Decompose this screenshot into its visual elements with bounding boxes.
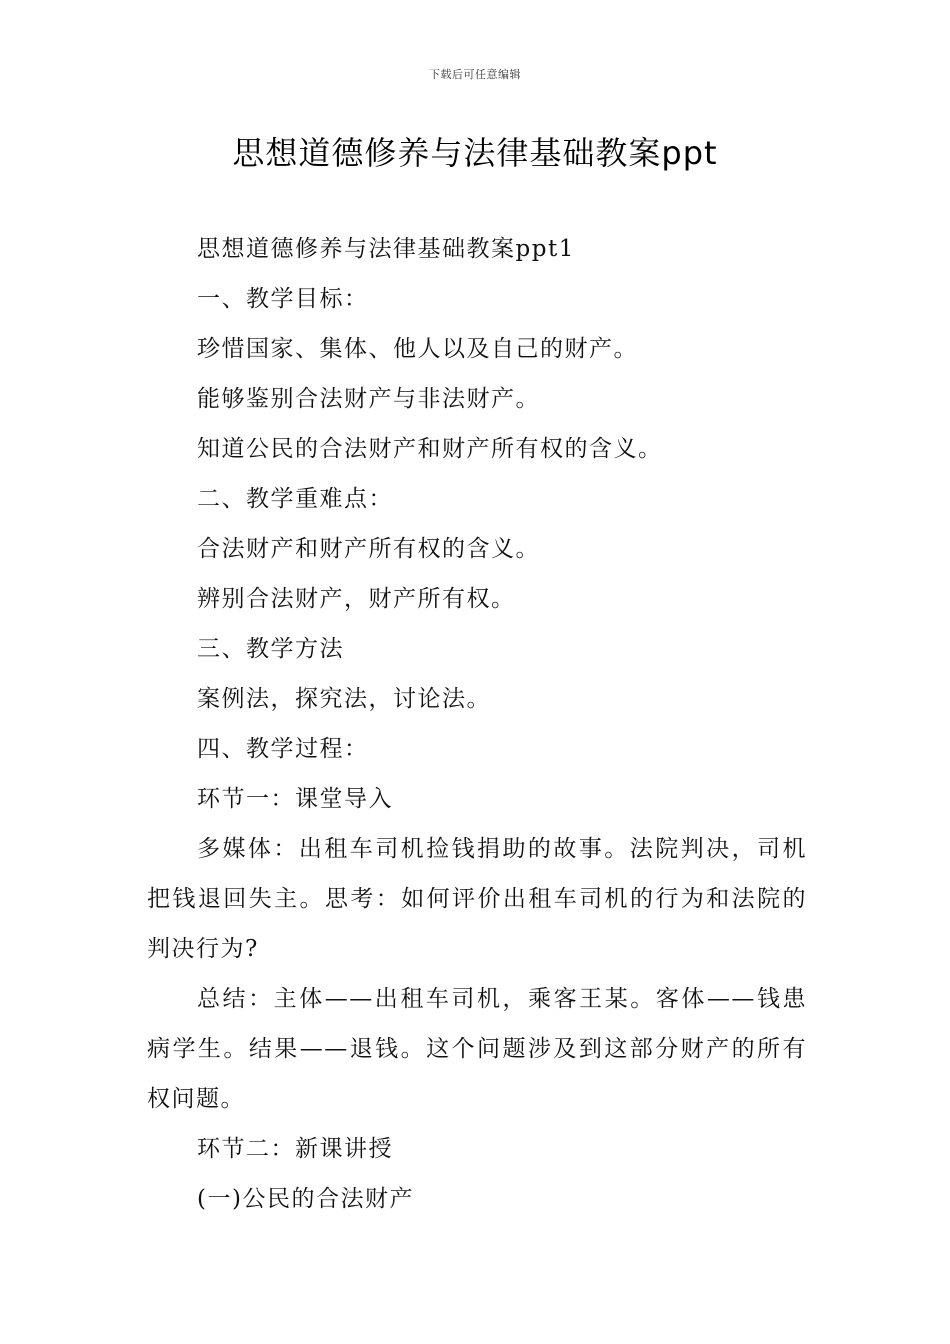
paragraph-section-process: 四、教学过程： (197, 736, 369, 762)
paragraph-section-key-points: 二、教学重难点： (197, 486, 393, 512)
document-title: 思想道德修养与法律基础教案ppt (232, 134, 718, 172)
document-body (147, 224, 807, 1224)
paragraph-summary: 总结：主体——出租车司机，乘客王某。客体——钱患病学生。结果——退钱。这个问题涉及到这部分财产的所有权问题。 (147, 986, 807, 1112)
paragraph-methods: 案例法，探究法，讨论法。 (197, 686, 491, 712)
paragraph-section-methods: 三、教学方法 (197, 636, 344, 662)
page-header-note: 下载后可任意编辑 (429, 68, 521, 81)
paragraph-multimedia-story: 多媒体：出租车司机捡钱捐助的故事。法院判决，司机把钱退回失主。思考：如何评价出租车司机的行为和法院的判决行为? (147, 836, 807, 962)
paragraph-objective-1: 珍惜国家、集体、他人以及自己的财产。 (197, 336, 638, 362)
paragraph-objective-2: 能够鉴别合法财产与非法财产。 (197, 386, 540, 412)
paragraph-objective-3: 知道公民的合法财产和财产所有权的含义。 (197, 436, 663, 462)
paragraph-key-point-1: 合法财产和财产所有权的含义。 (197, 536, 540, 562)
paragraph-subtitle: 思想道德修养与法律基础教案ppt1 (197, 236, 575, 262)
paragraph-subsection-1: (一)公民的合法财产 (197, 1186, 414, 1212)
paragraph-section-objectives: 一、教学目标： (197, 286, 369, 312)
paragraph-key-point-2: 辨别合法财产，财产所有权。 (197, 586, 516, 612)
paragraph-step-1-heading: 环节一：课堂导入 (197, 786, 393, 812)
paragraph-step-2-heading: 环节二：新课讲授 (197, 1136, 393, 1162)
